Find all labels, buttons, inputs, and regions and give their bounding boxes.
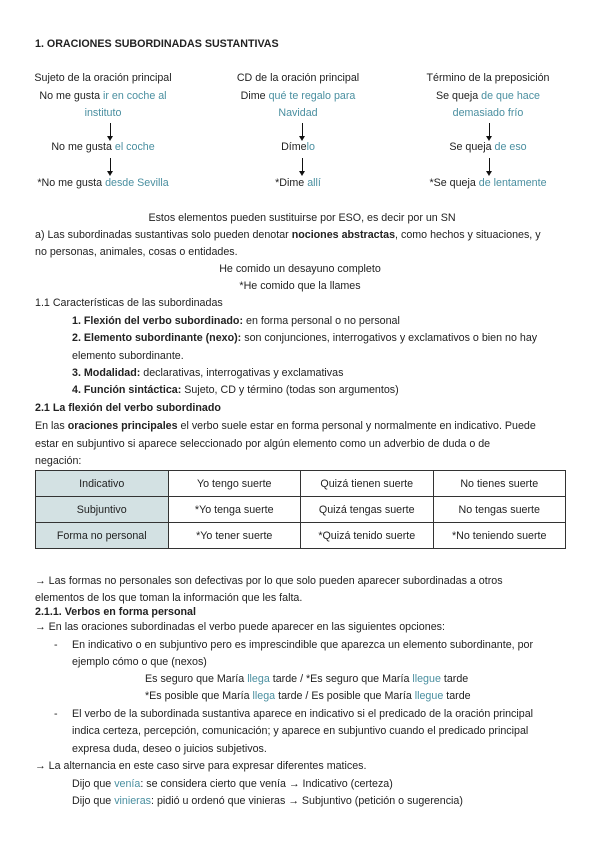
highlighted-text: llega: [247, 673, 270, 685]
example-line: [203, 88, 393, 105]
text-segment: → Las formas no personales son defectivas por lo que solo pueden aparecer subordinadas a otros: [35, 575, 503, 587]
example-line: [393, 105, 583, 122]
bold-text: 1. Flexión del verbo subordinado:: [72, 315, 244, 327]
highlighted-text: de que hace: [481, 90, 540, 102]
table-cell: Quizá tienen suerte: [301, 471, 434, 497]
text-segment: : pidió u ordenó que vinieras → Subjuntivo (petición o sugerencia): [151, 795, 463, 807]
text-segment: a) Las subordinadas sustantivas solo pueden denotar: [35, 229, 292, 241]
bullet-text: [72, 723, 528, 740]
text-segment: Dijo que: [72, 778, 115, 790]
bold-text: 1. ORACIONES SUBORDINADAS SUSTANTIVAS: [35, 38, 279, 50]
paragraph-line: [35, 758, 366, 775]
text-segment: Sujeto, CD y término (todas son argumentos): [181, 384, 399, 396]
paragraph-line: [35, 573, 503, 590]
text-segment: *No me gusta: [37, 177, 106, 189]
text-segment: *Se queja: [429, 177, 479, 189]
column-header: [393, 70, 583, 87]
highlighted-text: de eso: [494, 141, 527, 153]
arrow-down-icon: [110, 123, 111, 138]
paragraph-line: [35, 436, 490, 453]
bullet-dash: -: [54, 639, 58, 651]
text-segment: negación:: [35, 455, 82, 467]
highlighted-text: desde Sevilla: [105, 177, 169, 189]
highlighted-text: de lentamente: [478, 177, 547, 189]
highlighted-text: llega: [252, 690, 276, 702]
bold-text: 4. Función sintáctica:: [72, 384, 182, 396]
highlighted-text: instituto: [84, 107, 122, 119]
example-line: [393, 175, 583, 192]
example-line: [8, 139, 198, 156]
highlighted-text: llegue: [412, 673, 441, 685]
highlighted-text: lo: [306, 141, 315, 153]
text-segment: No me gusta: [51, 141, 115, 153]
text-segment: Estos elementos pueden sustituirse por ESO, es decir por un SN: [148, 212, 456, 224]
example-line: [8, 105, 198, 122]
table-cell: Quizá tengas suerte: [301, 497, 434, 523]
text-segment: → La alternancia en este caso sirve para expresar diferentes matices.: [35, 760, 367, 772]
bullet-dash: -: [54, 708, 58, 720]
text-segment: *Es posible que María: [145, 690, 253, 702]
arrow-down-icon: [302, 123, 303, 138]
text-segment: no personas, animales, cosas o entidades.: [35, 246, 238, 258]
example-sentence: [72, 793, 463, 810]
text-segment: Se queja: [435, 90, 482, 102]
text-segment: en forma personal o no personal: [243, 315, 400, 327]
text-segment: *Dime: [275, 177, 308, 189]
subheading: [35, 295, 223, 312]
table-cell: *Quizá tenido suerte: [301, 523, 434, 549]
text-segment: expresa duda, deseo o juicios subjetivos.: [72, 743, 267, 755]
column-header: [8, 70, 198, 87]
paragraph-line: [35, 244, 238, 261]
section-title: [35, 36, 279, 53]
text-segment: declarativas, interrogativas y exclamativas: [140, 367, 344, 379]
subheading: [35, 400, 221, 417]
text-segment: ejemplo cómo o que (nexos): [72, 656, 207, 668]
text-segment: son conjunciones, interrogativos y exclamativos o bien no hay: [241, 332, 538, 344]
text-segment: tarde: [443, 690, 471, 702]
highlighted-text: allí: [307, 177, 321, 189]
text-segment: Se queja: [449, 141, 495, 153]
bold-text: 3. Modalidad:: [72, 367, 141, 379]
text-segment: el verbo suele estar en forma personal y normalmente en indicativo. Puede: [177, 420, 536, 432]
text-segment: He comido un desayuno completo: [219, 263, 381, 275]
row-header: Forma no personal: [36, 523, 169, 549]
bullet-text: [72, 637, 533, 654]
table-cell: *No teniendo suerte: [433, 523, 566, 549]
highlighted-text: Navidad: [278, 107, 318, 119]
example-line: [8, 88, 198, 105]
table-cell: *Yo tenga suerte: [168, 497, 301, 523]
highlighted-text: demasiado frío: [452, 107, 524, 119]
text-segment: , como hechos y situaciones, y: [395, 229, 541, 241]
highlighted-text: ir en coche al: [102, 90, 167, 102]
highlighted-text: vinieras: [114, 795, 152, 807]
table-cell: No tienes suerte: [433, 471, 566, 497]
highlighted-text: venía: [114, 778, 141, 790]
example-sentence: [0, 261, 600, 278]
arrow-down-icon: [302, 158, 303, 173]
text-segment: tarde: [440, 673, 469, 685]
list-item: [72, 365, 343, 382]
example-sentence: [145, 671, 468, 688]
example-line: [393, 88, 583, 105]
text-segment: En las: [35, 420, 68, 432]
table-row: [36, 523, 566, 549]
example-sentence: [145, 688, 471, 705]
bullet-text: [72, 654, 207, 671]
example-sentence: [72, 776, 393, 793]
paragraph-line: [35, 619, 445, 636]
text-segment: 1.1 Características de las subordinadas: [35, 297, 223, 309]
bullet-text: [72, 741, 267, 758]
example-line: [203, 105, 393, 122]
row-header: Subjuntivo: [36, 497, 169, 523]
text-segment: tarde / Es posible que María: [275, 690, 415, 702]
text-segment: Dime: [240, 90, 269, 102]
text-segment: CD de la oración principal: [236, 72, 360, 84]
text-segment: tarde / *Es seguro que María: [269, 673, 413, 685]
bold-text: oraciones principales: [67, 420, 178, 432]
paragraph-line: [35, 227, 541, 244]
mood-table: [35, 470, 566, 549]
text-segment: No me gusta: [39, 90, 103, 102]
text-segment: Díme: [281, 141, 307, 153]
eso-note: [0, 210, 600, 227]
paragraph-line: [35, 453, 81, 470]
bullet-text: [72, 706, 533, 723]
text-segment: elemento subordinante.: [72, 350, 184, 362]
text-segment: : se considera cierto que venía → Indicativo (certeza): [140, 778, 393, 790]
list-item: [72, 313, 400, 330]
highlighted-text: el coche: [114, 141, 155, 153]
example-line: [393, 139, 583, 156]
text-segment: Sujeto de la oración principal: [34, 72, 172, 84]
text-segment: estar en subjuntivo si aparece seleccionado por algún elemento como un adverbio de duda o de: [35, 438, 491, 450]
list-item: [72, 382, 399, 399]
text-segment: Es seguro que María: [145, 673, 248, 685]
table-row: [36, 497, 566, 523]
example-line: [203, 175, 393, 192]
text-segment: elementos de los que toman la información que les falta.: [35, 592, 303, 604]
text-segment: → En las oraciones subordinadas el verbo puede aparecer en las siguientes opciones:: [35, 621, 445, 633]
list-item: [72, 330, 537, 347]
paragraph-line: [35, 418, 536, 435]
bold-text: 2.1.1. Verbos en forma personal: [35, 606, 196, 618]
arrow-down-icon: [489, 123, 490, 138]
row-header: Indicativo: [36, 471, 169, 497]
example-line: [203, 139, 393, 156]
bold-text: 2.1 La flexión del verbo subordinado: [35, 402, 221, 414]
column-header: [203, 70, 393, 87]
text-segment: *He comido que la llames: [239, 280, 361, 292]
arrow-down-icon: [489, 158, 490, 173]
bold-text: 2. Elemento subordinante (nexo):: [72, 332, 242, 344]
text-segment: Término de la preposición: [426, 72, 550, 84]
table-cell: Yo tengo suerte: [168, 471, 301, 497]
bold-text: nociones abstractas: [291, 229, 396, 241]
text-segment: En indicativo o en subjuntivo pero es imprescindible que aparezca un elemento subordinante, por: [72, 639, 534, 651]
table-cell: *Yo tener suerte: [168, 523, 301, 549]
arrow-down-icon: [110, 158, 111, 173]
text-segment: Dijo que: [72, 795, 115, 807]
highlighted-text: qué te regalo para: [268, 90, 356, 102]
example-line: [8, 175, 198, 192]
example-sentence: [0, 278, 600, 295]
text-segment: indica certeza, percepción, comunicación; y aparece en subjuntivo cuando el predicado principal: [72, 725, 529, 737]
list-item-continuation: [72, 348, 184, 365]
text-segment: El verbo de la subordinada sustantiva aparece en indicativo si el predicado de la oración principal: [72, 708, 534, 720]
highlighted-text: llegue: [414, 690, 444, 702]
table-cell: No tengas suerte: [433, 497, 566, 523]
table-row: [36, 471, 566, 497]
